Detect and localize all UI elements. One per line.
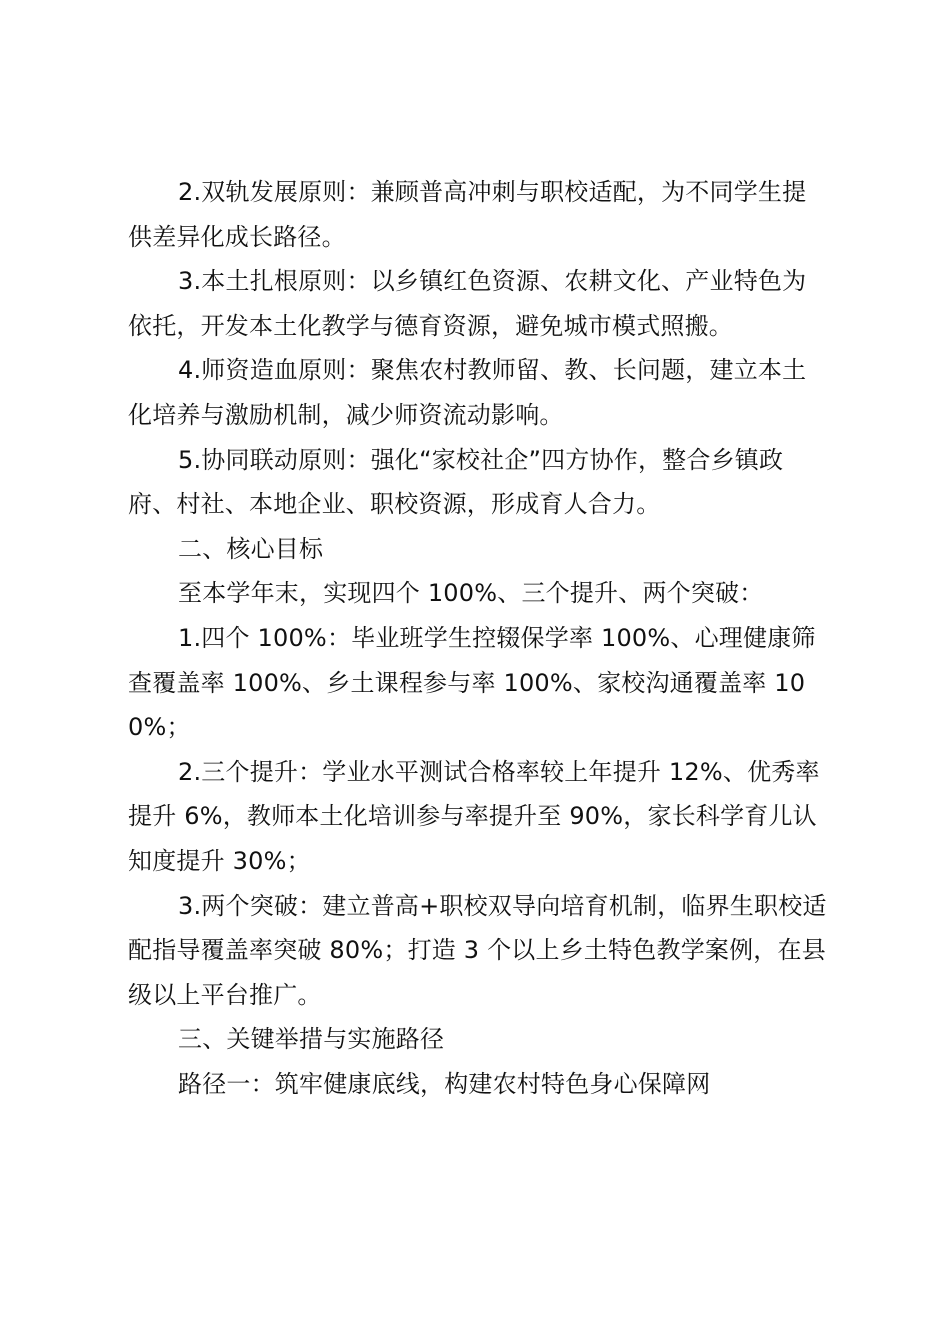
document-body [128, 170, 828, 1106]
path-one-heading: 路径一：筑牢健康底线，构建农村特色身心保障网 [178, 1069, 711, 1098]
goals-intro: 至本学年末，实现四个 100%、三个提升、两个突破： [178, 579, 764, 608]
principle-dual-track: 2.双轨发展原则：兼顾普高冲刺与职校适配，为不同学生提供差异化成长路径。 [128, 178, 807, 251]
principle-local-roots: 3.本土扎根原则：以乡镇红色资源、农耕文化、产业特色为依托，开发本土化教学与德育资源，避免城市模式照搬。 [128, 267, 807, 340]
principle-collaboration: 5.协同联动原则：强化“家校社企”四方协作，整合乡镇政府、村社、本地企业、职校资源，形成育人合力。 [128, 445, 784, 519]
goal-two-breakthroughs: 3.两个突破：建立普高+职校双导向培育机制，临界生职校适配指导覆盖率突破 80%；打造 3 个以上乡土特色教学案例，在县级以上平台推广。 [128, 891, 827, 1009]
goal-three-improvements: 2.三个提升：学业水平测试合格率较上年提升 12%、优秀率提升 6%，教师本土化培训参与率提升至 90%，家长科学育儿认知度提升 30%； [128, 757, 820, 875]
section-heading-key-measures: 三、关键举措与实施路径 [178, 1025, 445, 1054]
section-heading-core-goals: 二、核心目标 [178, 534, 324, 563]
principle-teacher-development: 4.师资造血原则：聚焦农村教师留、教、长问题，建立本土化培养与激励机制，减少师资流动影响。 [128, 356, 807, 429]
goal-four-100: 1.四个 100%：毕业班学生控辍保学率 100%、心理健康筛查覆盖率 100%、乡土课程参与率 100%、家校沟通覆盖率 100%； [128, 623, 816, 742]
